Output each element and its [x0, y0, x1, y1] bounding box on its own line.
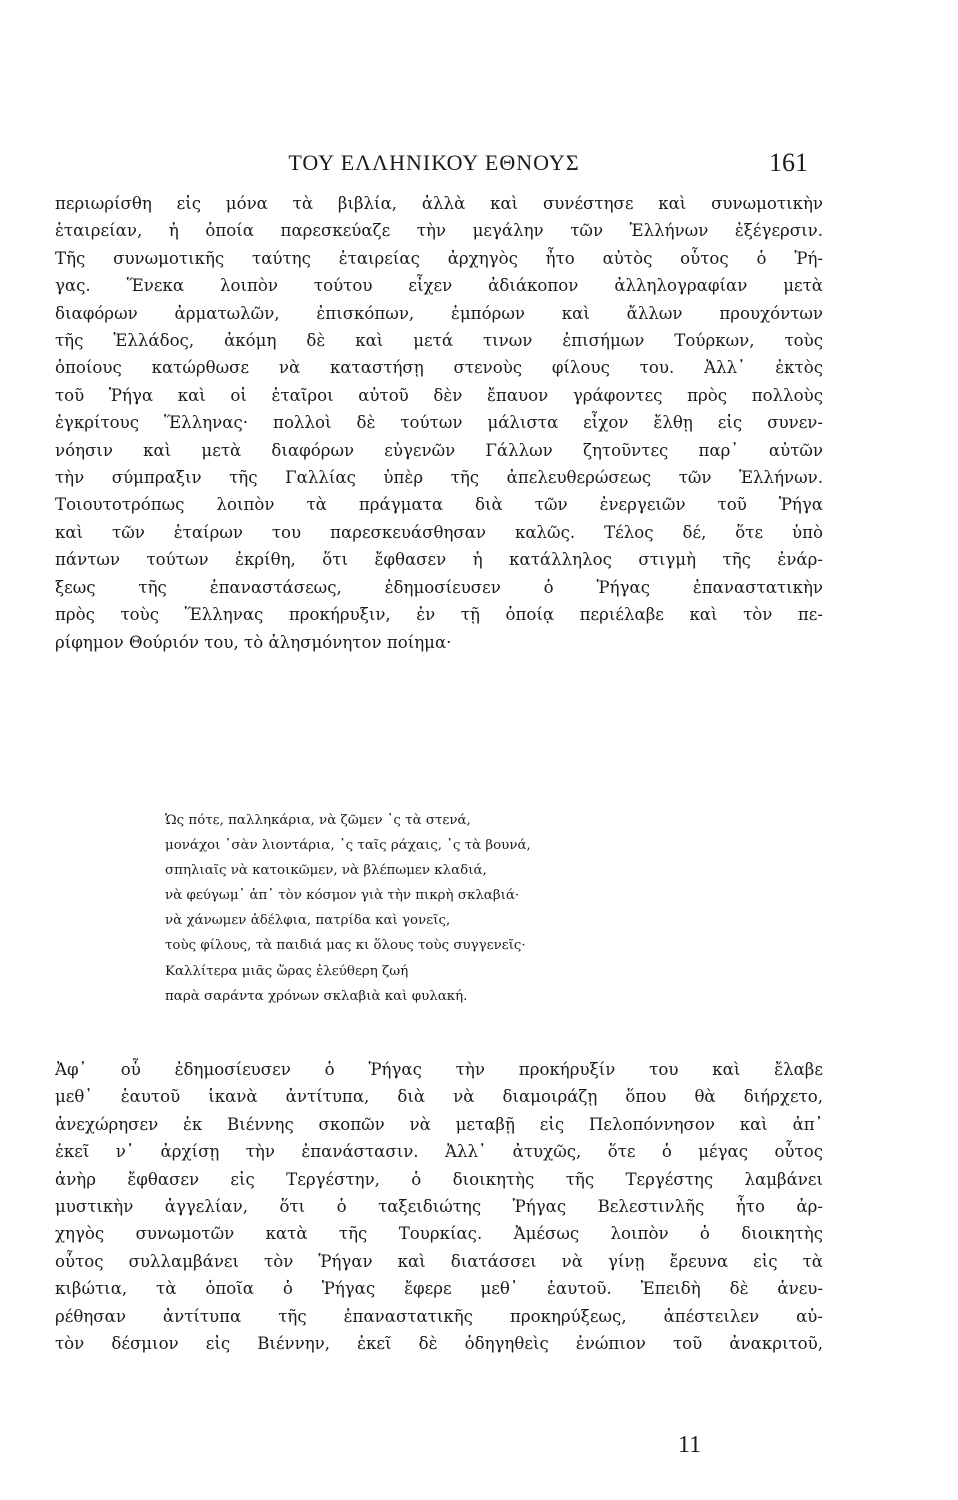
text-line: τοῦ Ῥήγα καὶ οἱ ἑταῖροι αὐτοῦ δὲν ἔπαυον γράφοντες πρὸς πολλοὺς	[55, 385, 823, 405]
text-line: οὗτος συλλαμβάνει τὸν Ῥήγαν καὶ διατάσσει νὰ γίνῃ ἔρευνα εἰς τὰ	[55, 1251, 823, 1271]
text-line: ρίφημον Θούριόν του, τὸ ἀλησμόνητον ποίημα·	[55, 632, 452, 652]
poem-line: σπηλιαῖς νὰ κατοικῶμεν, νὰ βλέπωμεν κλαδιά,	[165, 863, 487, 879]
poem-line: νὰ χάνωμεν ἀδέλφια, πατρίδα καὶ γονεῖς,	[165, 913, 451, 929]
text-line: περιωρίσθη εἰς μόνα τὰ βιβλία, ἀλλὰ καὶ συνέστησε καὶ συνωμοτικὴν	[55, 194, 823, 213]
text-line: Τῆς συνωμοτικῆς ταύτης ἑταιρείας ἀρχηγὸς ἦτο αὐτὸς οὗτος ὁ Ῥή-	[55, 248, 823, 268]
text-line: τὸν δέσμιον εἰς Βιέννην, ἐκεῖ δὲ ὁδηγηθεὶς ἐνώπιον τοῦ ἀνακριτοῦ,	[55, 1334, 823, 1354]
text-line: ξεως τῆς ἐπαναστάσεως, ἐδημοσίευσεν ὁ Ῥήγας ἐπαναστατικὴν	[55, 577, 823, 597]
poem-line: νὰ φεύγωμ᾽ ἀπ᾽ τὸν κόσμον γιὰ τὴν πικρὴ σκλαβιά·	[165, 888, 520, 904]
text-line: μυστικὴν ἀγγελίαν, ὅτι ὁ ταξειδιώτης Ῥήγας Βελεστινλῆς ἦτο ἀρ-	[55, 1197, 823, 1217]
text-line: ἑταιρείαν, ἡ ὁποία παρεσκεύαζε τὴν μεγάλην τῶν Ἑλλήνων ἐξέγερσιν.	[55, 221, 823, 241]
poem-line: παρὰ σαράντα χρόνων σκλαβιὰ καὶ φυλακή.	[165, 988, 468, 1004]
text-line: πρὸς τοὺς Ἕλληνας προκήρυξιν, ἐν τῇ ὁποίᾳ περιέλαβε καὶ τὸν πε-	[55, 605, 823, 625]
paragraph-2	[55, 1056, 823, 1357]
text-line: πάντων τούτων ἐκρίθη, ὅτι ἔφθασεν ἡ κατάλληλος στιγμὴ τῆς ἐνάρ-	[55, 550, 823, 570]
text-line: ἐγκρίτους Ἕλληνας· πολλοὶ δὲ τούτων μάλιστα εἶχον ἔλθῃ εἰς συνεν-	[55, 413, 823, 433]
text-line: μεθ᾿ ἑαυτοῦ ἱκανὰ ἀντίτυπα, διὰ νὰ διαμοιράζῃ ὅπου θὰ διήρχετο,	[55, 1087, 823, 1107]
text-line: ἀνεχώρησεν ἐκ Βιέννης σκοπῶν νὰ μεταβῇ εἰς Πελοπόννησον καὶ ἀπ᾿	[55, 1114, 823, 1134]
paragraph-1	[55, 190, 823, 656]
text-line: Ἀφ᾿ οὗ ἐδημοσίευσεν ὁ Ῥήγας τὴν προκήρυξίν του καὶ ἔλαβε	[55, 1060, 823, 1079]
poem-line: τοὺς φίλους, τὰ παιδιά μας κι ὅλους τοὺς συγγενεῖς·	[165, 938, 526, 954]
page-number: 161	[769, 148, 808, 177]
text-line: γας. Ἕνεκα λοιπὸν τούτου εἶχεν ἀδιάκοπον ἀλληλογραφίαν μετὰ	[55, 276, 823, 296]
poem-quotation	[165, 808, 725, 1009]
text-line: χηγὸς συνωμοτῶν κατὰ τῆς Τουρκίας. Ἀμέσως λοιπὸν ὁ διοικητὴς	[55, 1224, 823, 1244]
poem-line: Καλλίτερα μιᾶς ὥρας ἐλεύθερη ζωή	[165, 963, 409, 979]
running-head: ΤΟΥ ΕΛΛΗΝΙΚΟΥ ΕΘΝΟΥΣ	[288, 150, 580, 175]
text-line: καὶ τῶν ἑταίρων του παρεσκευάσθησαν καλῶς. Τέλος δέ, ὅτε ὑπὸ	[55, 522, 823, 542]
text-line: ὁποίους κατώρθωσε νὰ καταστήσῃ στενοὺς φίλους του. Ἀλλ᾿ ἐκτὸς	[55, 358, 823, 378]
text-line: ρέθησαν ἀντίτυπα τῆς ἐπαναστατικῆς προκηρύξεως, ἀπέστειλεν αὐ-	[55, 1306, 823, 1326]
signature-mark: 11	[678, 1432, 702, 1458]
text-line: κιβώτια, τὰ ὁποῖα ὁ Ῥήγας ἔφερε μεθ᾿ ἑαυτοῦ. Ἐπειδὴ δὲ ἀνευ-	[55, 1279, 823, 1299]
text-line: τὴν σύμπραξιν τῆς Γαλλίας ὑπὲρ τῆς ἀπελευθερώσεως τῶν Ἑλλήνων.	[55, 468, 823, 488]
poem-line: μονάχοι ᾽σὰν λιοντάρια, ᾽ς ταῖς ράχαις, ᾽ς τὰ βουνά,	[165, 838, 531, 854]
text-line: ἀνὴρ ἔφθασεν εἰς Τεργέστην, ὁ διοικητὴς τῆς Τεργέστης λαμβάνει	[55, 1169, 823, 1189]
text-line: διαφόρων ἀρματωλῶν, ἐπισκόπων, ἐμπόρων καὶ ἄλλων προυχόντων	[55, 303, 823, 323]
poem-line: Ὡς πότε, παλληκάρια, νὰ ζῶμεν ᾽ς τὰ στενά,	[165, 813, 471, 828]
text-line: τῆς Ἑλλάδος, ἀκόμη δὲ καὶ μετά τινων ἐπισήμων Τούρκων, τοὺς	[55, 331, 823, 351]
text-line: νόησιν καὶ μετὰ διαφόρων εὐγενῶν Γάλλων ζητοῦντες παρ᾿ αὐτῶν	[55, 440, 823, 460]
text-line: Τοιουτοτρόπως λοιπὸν τὰ πράγματα διὰ τῶν ἐνεργειῶν τοῦ Ῥήγα	[55, 495, 823, 515]
text-line: ἐκεῖ ν᾿ ἀρχίσῃ τὴν ἐπανάστασιν. Ἀλλ᾿ ἀτυχῶς, ὅτε ὁ μέγας οὗτος	[55, 1142, 823, 1162]
